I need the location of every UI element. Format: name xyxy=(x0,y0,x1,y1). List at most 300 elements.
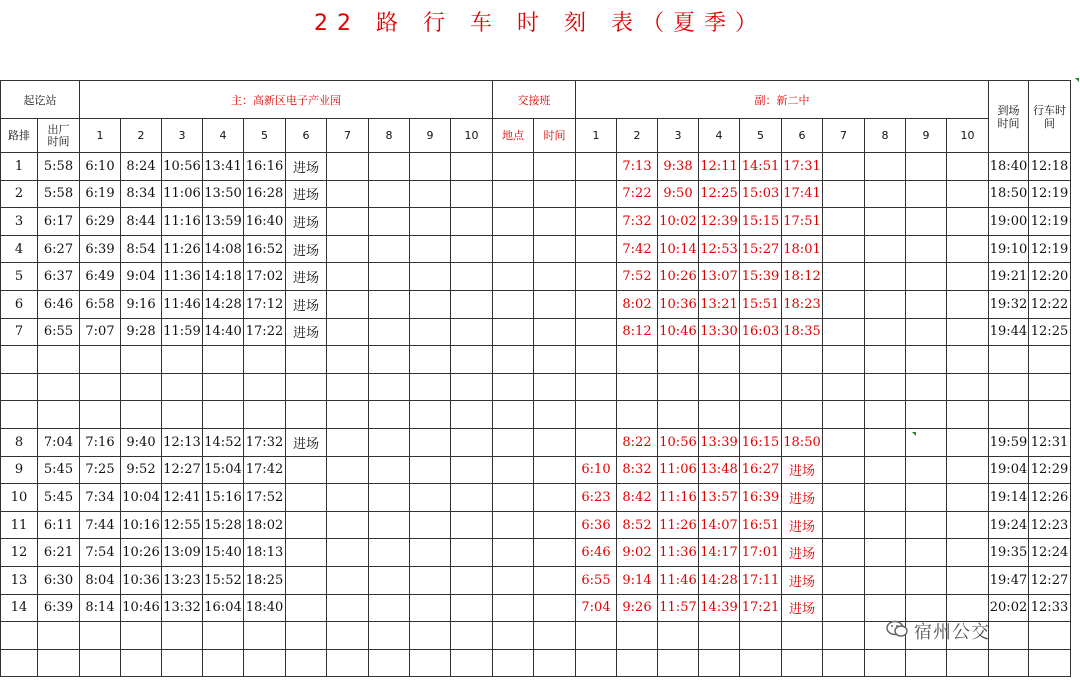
main-trip-cell xyxy=(327,401,369,429)
main-trip-cell xyxy=(286,373,327,401)
handover-time-cell xyxy=(534,539,576,567)
handover-time-cell xyxy=(534,622,576,650)
route-no-cell xyxy=(1,373,38,401)
sub-trip-cell: 9:26 xyxy=(617,594,658,622)
handover-place-cell xyxy=(493,539,534,567)
sub-trip-cell: 10:46 xyxy=(658,318,699,346)
main-trip-cell xyxy=(286,566,327,594)
main-trip-cell: 11:16 xyxy=(162,208,203,236)
main-trip-cell: 9:04 xyxy=(121,263,162,291)
handover-time-cell xyxy=(534,401,576,429)
handover-place-cell xyxy=(493,511,534,539)
sub-trip-cell: 6:46 xyxy=(576,539,617,567)
sub-trip-cell xyxy=(865,346,906,374)
sub-trip-cell xyxy=(699,346,740,374)
table-row xyxy=(1,511,1071,539)
main-trip-cell xyxy=(327,235,369,263)
main-trip-cell xyxy=(327,456,369,484)
sub-trip-cell xyxy=(865,456,906,484)
sub-trip-cell: 14:39 xyxy=(699,594,740,622)
table-row xyxy=(1,153,1071,181)
sub-trip-cell: 7:42 xyxy=(617,235,658,263)
sub-trip-cell xyxy=(947,428,989,456)
sub-trip-cell: 12:11 xyxy=(699,153,740,181)
main-trip-cell: 7:07 xyxy=(80,318,121,346)
sub-trip-cell xyxy=(576,622,617,650)
depart-time-cell xyxy=(38,346,80,374)
sub-trip-cell: 18:12 xyxy=(782,263,823,291)
sub-trip-cell xyxy=(947,401,989,429)
main-trip-cell: 6:58 xyxy=(80,290,121,318)
sub-station-header: 副：新二中 xyxy=(576,81,989,119)
header-row-2 xyxy=(1,119,1071,153)
handover-time-cell xyxy=(534,484,576,512)
run-time-cell: 12:33 xyxy=(1029,594,1071,622)
main-trip-cell xyxy=(369,263,410,291)
main-trip-cell: 13:32 xyxy=(162,594,203,622)
handover-time-cell xyxy=(534,566,576,594)
main-trip-cell xyxy=(410,346,451,374)
depart-time-cell: 5:45 xyxy=(38,456,80,484)
arrive-time-cell: 19:00 xyxy=(989,208,1029,236)
main-col-header: 9 xyxy=(410,119,451,153)
sub-trip-cell: 8:22 xyxy=(617,428,658,456)
table-row xyxy=(1,180,1071,208)
main-trip-cell: 16:04 xyxy=(203,594,244,622)
table-row xyxy=(1,318,1071,346)
sub-trip-cell: 16:39 xyxy=(740,484,782,512)
route-no-cell: 9 xyxy=(1,456,38,484)
sub-trip-cell xyxy=(947,318,989,346)
sub-trip-cell xyxy=(906,401,947,429)
sub-trip-cell xyxy=(947,235,989,263)
handover-place-cell xyxy=(493,153,534,181)
run-time-cell: 12:19 xyxy=(1029,235,1071,263)
main-trip-cell: 15:28 xyxy=(203,511,244,539)
sub-trip-cell xyxy=(740,401,782,429)
sub-trip-cell xyxy=(782,346,823,374)
sub-col-header: 1 xyxy=(576,119,617,153)
main-trip-cell xyxy=(410,318,451,346)
handover-place-cell xyxy=(493,566,534,594)
sub-trip-cell xyxy=(906,566,947,594)
sub-trip-cell: 6:10 xyxy=(576,456,617,484)
sub-trip-cell: 13:07 xyxy=(699,263,740,291)
sub-trip-cell: 11:57 xyxy=(658,594,699,622)
main-trip-cell: 14:40 xyxy=(203,318,244,346)
sub-trip-cell xyxy=(823,290,865,318)
main-trip-cell: 11:36 xyxy=(162,263,203,291)
main-trip-cell xyxy=(369,649,410,677)
main-trip-cell: 6:19 xyxy=(80,180,121,208)
main-trip-cell xyxy=(410,484,451,512)
main-col-header: 10 xyxy=(451,119,493,153)
main-trip-cell xyxy=(244,649,286,677)
route-no-cell: 11 xyxy=(1,511,38,539)
main-trip-cell: 14:52 xyxy=(203,428,244,456)
run-time-cell xyxy=(1029,401,1071,429)
depart-time-cell: 5:58 xyxy=(38,180,80,208)
main-col-header: 1 xyxy=(80,119,121,153)
depart-time-cell xyxy=(38,622,80,650)
main-trip-cell: 18:40 xyxy=(244,594,286,622)
main-trip-cell: 进场 xyxy=(286,318,327,346)
main-trip-cell: 进场 xyxy=(286,428,327,456)
main-trip-cell: 10:56 xyxy=(162,153,203,181)
arrive-time-header: 到场时间 xyxy=(989,81,1029,153)
run-time-cell: 12:20 xyxy=(1029,263,1071,291)
sub-trip-cell: 16:27 xyxy=(740,456,782,484)
sub-trip-cell xyxy=(947,566,989,594)
main-trip-cell xyxy=(327,649,369,677)
arrive-time-cell: 18:50 xyxy=(989,180,1029,208)
main-trip-cell xyxy=(244,622,286,650)
sub-trip-cell xyxy=(906,511,947,539)
sub-trip-cell: 10:02 xyxy=(658,208,699,236)
main-trip-cell xyxy=(80,346,121,374)
sub-trip-cell xyxy=(617,622,658,650)
run-time-cell: 12:26 xyxy=(1029,484,1071,512)
main-trip-cell xyxy=(203,346,244,374)
main-trip-cell xyxy=(327,346,369,374)
main-trip-cell xyxy=(451,401,493,429)
main-trip-cell xyxy=(410,539,451,567)
main-trip-cell xyxy=(410,263,451,291)
sub-trip-cell xyxy=(823,346,865,374)
run-time-cell: 12:23 xyxy=(1029,511,1071,539)
handover-header: 交接班 xyxy=(493,81,576,119)
main-trip-cell: 17:12 xyxy=(244,290,286,318)
main-trip-cell xyxy=(244,401,286,429)
sub-trip-cell: 12:53 xyxy=(699,235,740,263)
main-trip-cell: 18:02 xyxy=(244,511,286,539)
sub-trip-cell xyxy=(906,208,947,236)
main-trip-cell: 14:08 xyxy=(203,235,244,263)
sub-trip-cell xyxy=(947,263,989,291)
sub-col-header: 8 xyxy=(865,119,906,153)
main-trip-cell: 10:46 xyxy=(121,594,162,622)
arrive-time-cell: 19:32 xyxy=(989,290,1029,318)
arrive-time-cell: 18:40 xyxy=(989,153,1029,181)
run-time-header: 行车时间 xyxy=(1029,81,1071,153)
handover-place-cell xyxy=(493,208,534,236)
route-no-cell: 13 xyxy=(1,566,38,594)
main-trip-cell xyxy=(162,649,203,677)
sub-trip-cell: 18:50 xyxy=(782,428,823,456)
sub-trip-cell: 15:51 xyxy=(740,290,782,318)
table-row xyxy=(1,235,1071,263)
main-trip-cell xyxy=(410,208,451,236)
sub-trip-cell xyxy=(782,649,823,677)
main-trip-cell: 15:16 xyxy=(203,484,244,512)
run-time-cell: 12:18 xyxy=(1029,153,1071,181)
main-trip-cell: 13:50 xyxy=(203,180,244,208)
depart-time-cell xyxy=(38,649,80,677)
main-trip-cell: 7:44 xyxy=(80,511,121,539)
sub-trip-cell xyxy=(823,566,865,594)
sub-trip-cell xyxy=(947,511,989,539)
sub-trip-cell xyxy=(617,401,658,429)
table-row xyxy=(1,208,1071,236)
route-no-cell: 10 xyxy=(1,484,38,512)
route-no-cell: 12 xyxy=(1,539,38,567)
handover-place-cell xyxy=(493,290,534,318)
main-trip-cell: 16:52 xyxy=(244,235,286,263)
main-trip-cell: 11:59 xyxy=(162,318,203,346)
handover-time-cell xyxy=(534,649,576,677)
sub-col-header: 7 xyxy=(823,119,865,153)
main-trip-cell xyxy=(162,622,203,650)
sub-trip-cell: 18:23 xyxy=(782,290,823,318)
sub-col-header: 5 xyxy=(740,119,782,153)
sub-trip-cell xyxy=(906,373,947,401)
main-trip-cell xyxy=(410,235,451,263)
run-time-cell: 12:22 xyxy=(1029,290,1071,318)
main-trip-cell xyxy=(369,373,410,401)
run-time-cell: 12:31 xyxy=(1029,428,1071,456)
main-trip-cell: 进场 xyxy=(286,180,327,208)
sub-trip-cell xyxy=(906,346,947,374)
main-trip-cell: 11:26 xyxy=(162,235,203,263)
sub-col-header: 6 xyxy=(782,119,823,153)
sub-trip-cell: 17:31 xyxy=(782,153,823,181)
sub-trip-cell: 13:48 xyxy=(699,456,740,484)
sub-trip-cell: 进场 xyxy=(782,566,823,594)
main-trip-cell: 17:22 xyxy=(244,318,286,346)
depart-time-cell: 6:11 xyxy=(38,511,80,539)
main-trip-cell xyxy=(327,290,369,318)
main-trip-cell: 进场 xyxy=(286,208,327,236)
sub-trip-cell: 15:15 xyxy=(740,208,782,236)
main-trip-cell xyxy=(451,456,493,484)
sub-trip-cell xyxy=(576,235,617,263)
main-trip-cell: 7:34 xyxy=(80,484,121,512)
sub-trip-cell: 进场 xyxy=(782,539,823,567)
main-trip-cell: 17:02 xyxy=(244,263,286,291)
main-trip-cell xyxy=(369,484,410,512)
main-col-header: 4 xyxy=(203,119,244,153)
main-trip-cell xyxy=(327,511,369,539)
depart-time-cell: 6:30 xyxy=(38,566,80,594)
main-trip-cell xyxy=(121,346,162,374)
main-col-header: 3 xyxy=(162,119,203,153)
main-trip-cell xyxy=(203,649,244,677)
sub-trip-cell xyxy=(823,263,865,291)
sub-trip-cell xyxy=(699,401,740,429)
main-trip-cell: 9:28 xyxy=(121,318,162,346)
handover-time-cell xyxy=(534,428,576,456)
route-no-cell: 2 xyxy=(1,180,38,208)
sub-trip-cell xyxy=(740,622,782,650)
run-time-cell xyxy=(1029,649,1071,677)
main-trip-cell xyxy=(410,511,451,539)
sub-trip-cell xyxy=(947,373,989,401)
sub-trip-cell xyxy=(823,428,865,456)
main-trip-cell xyxy=(451,153,493,181)
main-trip-cell xyxy=(451,539,493,567)
main-trip-cell xyxy=(369,318,410,346)
handover-place-cell xyxy=(493,649,534,677)
depart-time-cell: 6:39 xyxy=(38,594,80,622)
main-trip-cell xyxy=(80,622,121,650)
table-row xyxy=(1,401,1071,429)
sub-trip-cell xyxy=(865,649,906,677)
sub-trip-cell xyxy=(823,153,865,181)
sub-trip-cell xyxy=(947,180,989,208)
sub-trip-cell xyxy=(865,153,906,181)
sub-trip-cell: 8:32 xyxy=(617,456,658,484)
main-trip-cell xyxy=(410,456,451,484)
main-trip-cell xyxy=(286,346,327,374)
main-trip-cell xyxy=(327,208,369,236)
main-trip-cell: 8:04 xyxy=(80,566,121,594)
handover-place-cell xyxy=(493,401,534,429)
sub-trip-cell xyxy=(823,594,865,622)
sub-trip-cell xyxy=(906,153,947,181)
route-no-cell: 3 xyxy=(1,208,38,236)
sub-trip-cell: 7:04 xyxy=(576,594,617,622)
route-no-cell: 7 xyxy=(1,318,38,346)
sub-trip-cell: 17:21 xyxy=(740,594,782,622)
sub-trip-cell: 进场 xyxy=(782,456,823,484)
main-trip-cell xyxy=(327,428,369,456)
main-trip-cell xyxy=(369,401,410,429)
sub-trip-cell xyxy=(823,484,865,512)
sub-trip-cell xyxy=(699,622,740,650)
table-row xyxy=(1,484,1071,512)
main-trip-cell xyxy=(369,566,410,594)
sub-trip-cell xyxy=(865,318,906,346)
sub-trip-cell: 8:52 xyxy=(617,511,658,539)
sub-trip-cell: 15:27 xyxy=(740,235,782,263)
sub-trip-cell xyxy=(823,373,865,401)
sub-col-header: 9 xyxy=(906,119,947,153)
sub-trip-cell xyxy=(823,511,865,539)
main-trip-cell xyxy=(410,153,451,181)
sub-trip-cell xyxy=(823,208,865,236)
main-trip-cell xyxy=(369,511,410,539)
main-station-header: 主：高新区电子产业园 xyxy=(80,81,493,119)
main-trip-cell: 11:06 xyxy=(162,180,203,208)
sub-trip-cell xyxy=(617,373,658,401)
sub-trip-cell xyxy=(865,208,906,236)
sub-trip-cell xyxy=(823,401,865,429)
sub-trip-cell xyxy=(865,566,906,594)
main-trip-cell xyxy=(369,235,410,263)
depart-time-cell: 6:55 xyxy=(38,318,80,346)
main-trip-cell: 6:39 xyxy=(80,235,121,263)
main-trip-cell: 13:41 xyxy=(203,153,244,181)
depart-time-cell: 6:21 xyxy=(38,539,80,567)
handover-time-cell xyxy=(534,180,576,208)
handover-place-header: 地点 xyxy=(493,119,534,153)
arrive-time-cell xyxy=(989,622,1029,650)
sub-trip-cell xyxy=(823,180,865,208)
main-trip-cell xyxy=(451,290,493,318)
sub-trip-cell: 12:25 xyxy=(699,180,740,208)
depart-time-cell: 5:58 xyxy=(38,153,80,181)
sub-trip-cell xyxy=(576,649,617,677)
route-no-cell xyxy=(1,649,38,677)
sub-trip-cell: 9:02 xyxy=(617,539,658,567)
main-trip-cell: 18:25 xyxy=(244,566,286,594)
sub-trip-cell xyxy=(865,539,906,567)
run-time-cell: 12:25 xyxy=(1029,318,1071,346)
sub-trip-cell: 17:51 xyxy=(782,208,823,236)
route-no-cell xyxy=(1,401,38,429)
sub-trip-cell xyxy=(576,208,617,236)
handover-time-cell xyxy=(534,290,576,318)
main-trip-cell xyxy=(451,180,493,208)
handover-time-header: 时间 xyxy=(534,119,576,153)
sub-trip-cell xyxy=(947,153,989,181)
sub-trip-cell xyxy=(823,235,865,263)
main-trip-cell xyxy=(451,346,493,374)
main-trip-cell xyxy=(327,373,369,401)
main-trip-cell xyxy=(451,428,493,456)
sub-trip-cell: 进场 xyxy=(782,594,823,622)
sub-trip-cell xyxy=(617,346,658,374)
main-trip-cell: 进场 xyxy=(286,290,327,318)
route-no-header: 路排 xyxy=(1,119,38,153)
route-no-cell xyxy=(1,622,38,650)
main-trip-cell xyxy=(203,401,244,429)
main-trip-cell xyxy=(369,208,410,236)
main-trip-cell: 7:25 xyxy=(80,456,121,484)
main-trip-cell xyxy=(80,373,121,401)
sub-trip-cell: 16:15 xyxy=(740,428,782,456)
sub-trip-cell xyxy=(823,539,865,567)
main-trip-cell: 8:14 xyxy=(80,594,121,622)
sub-trip-cell: 6:23 xyxy=(576,484,617,512)
main-trip-cell: 进场 xyxy=(286,263,327,291)
cell-marker xyxy=(912,432,916,436)
main-trip-cell xyxy=(244,346,286,374)
sub-trip-cell xyxy=(782,401,823,429)
depart-time-cell: 6:46 xyxy=(38,290,80,318)
sub-trip-cell: 9:50 xyxy=(658,180,699,208)
timetable xyxy=(0,80,1071,677)
sub-trip-cell xyxy=(906,263,947,291)
main-trip-cell xyxy=(410,594,451,622)
sub-trip-cell: 16:51 xyxy=(740,511,782,539)
sub-trip-cell: 17:01 xyxy=(740,539,782,567)
sub-trip-cell: 14:51 xyxy=(740,153,782,181)
run-time-cell xyxy=(1029,373,1071,401)
table-row xyxy=(1,539,1071,567)
route-no-cell: 14 xyxy=(1,594,38,622)
depart-time-cell: 6:27 xyxy=(38,235,80,263)
handover-time-cell xyxy=(534,346,576,374)
sub-trip-cell: 15:03 xyxy=(740,180,782,208)
main-trip-cell: 13:09 xyxy=(162,539,203,567)
arrive-time-cell: 19:21 xyxy=(989,263,1029,291)
sub-trip-cell: 8:42 xyxy=(617,484,658,512)
sub-trip-cell xyxy=(865,511,906,539)
arrive-time-cell xyxy=(989,649,1029,677)
sub-trip-cell xyxy=(865,428,906,456)
sub-trip-cell xyxy=(576,153,617,181)
arrive-time-cell: 19:59 xyxy=(989,428,1029,456)
main-trip-cell: 17:52 xyxy=(244,484,286,512)
sub-trip-cell xyxy=(906,539,947,567)
sub-trip-cell xyxy=(906,235,947,263)
arrive-time-cell: 19:04 xyxy=(989,456,1029,484)
main-trip-cell: 16:40 xyxy=(244,208,286,236)
arrive-time-cell: 19:24 xyxy=(989,511,1029,539)
route-no-cell: 1 xyxy=(1,153,38,181)
arrive-time-cell: 19:47 xyxy=(989,566,1029,594)
